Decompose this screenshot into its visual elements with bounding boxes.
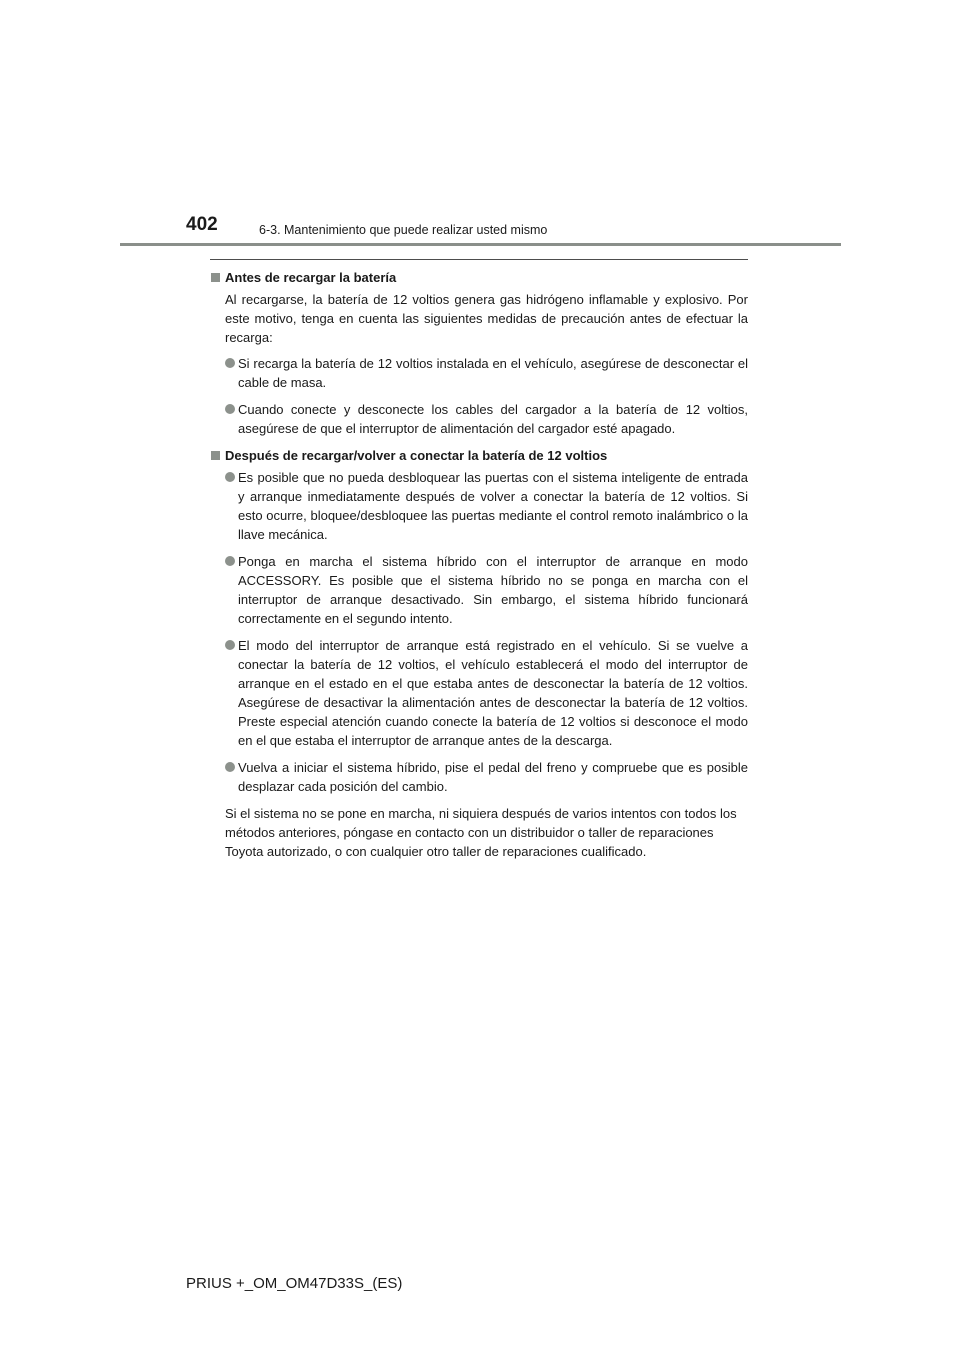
circle-bullet-icon	[225, 556, 235, 566]
document-code: PRIUS +_OM_OM47D33S_(ES)	[186, 1275, 403, 1292]
content-divider	[210, 259, 748, 260]
list-item	[210, 468, 748, 544]
list-item	[210, 400, 748, 438]
page-content	[210, 259, 748, 861]
page-number: 402	[186, 214, 218, 235]
section-heading-before-recharge	[210, 268, 748, 287]
list-item-text: Vuelva a iniciar el sistema híbrido, pise el pedal del freno y compruebe que es posible desplazar cada posición del cambio.	[238, 760, 748, 794]
circle-bullet-icon	[225, 404, 235, 414]
section-title: 6-3. Mantenimiento que puede realizar usted mismo	[259, 223, 548, 237]
list-item-text: Cuando conecte y desconecte los cables del cargador a la batería de 12 voltios, asegúrese de que el interruptor de alimentación del cargador esté apagado.	[238, 402, 748, 436]
list-item-text: Es posible que no pueda desbloquear las puertas con el sistema inteligente de entrada y arranque inmediatamente después de volver a conectar la batería de 12 voltios. Si esto ocurre, bloquee/desbloquee las puertas mediante el control remoto inalámbrico o la llave mecánica.	[238, 470, 748, 542]
section-heading-after-recharge	[210, 446, 748, 465]
list-item	[210, 758, 748, 796]
heading-text: Antes de recargar la batería	[225, 270, 397, 285]
list-item-text: Ponga en marcha el sistema híbrido con el interruptor de arranque en modo ACCESSORY. Es posible que el sistema híbrido no se ponga en marcha con el interruptor de arranque desactivado. Sin embargo, el sistema híbrido funcionará correctamente en el segundo intento.	[238, 554, 748, 626]
list-item	[210, 636, 748, 750]
list-item	[210, 552, 748, 628]
square-bullet-icon	[211, 273, 220, 282]
circle-bullet-icon	[225, 358, 235, 368]
header-divider	[120, 243, 841, 246]
heading-text: Después de recargar/volver a conectar la batería de 12 voltios	[225, 448, 608, 463]
closing-paragraph: Si el sistema no se pone en marcha, ni siquiera después de varios intentos con todos los métodos anteriores, póngase en contacto con un distribuidor o taller de reparaciones Toyota autorizado, o con cualquier otro taller de reparaciones cualificado.	[225, 806, 737, 859]
list-item-text: Si recarga la batería de 12 voltios instalada en el vehículo, asegúrese de desconectar el cable de masa.	[238, 356, 748, 390]
intro-paragraph: Al recargarse, la batería de 12 voltios genera gas hidrógeno inflamable y explosivo. Por este motivo, tenga en cuenta las siguientes medidas de precaución antes de efectuar la recarga:	[225, 292, 748, 345]
square-bullet-icon	[211, 451, 220, 460]
list-item	[210, 354, 748, 392]
circle-bullet-icon	[225, 472, 235, 482]
list-item-text: El modo del interruptor de arranque está registrado en el vehículo. Si se vuelve a conectar la batería de 12 voltios, el vehículo establecerá el modo del interruptor de arranque en el estado en el que estaba antes de desconectar la batería de 12 voltios. Asegúrese de desactivar la alimentación antes de desconectar la batería de 12 voltios. Preste especial atención cuando conecte la batería de 12 voltios si desconoce el modo en el que estaba el interruptor de arranque antes de la descarga.	[238, 638, 748, 748]
circle-bullet-icon	[225, 762, 235, 772]
circle-bullet-icon	[225, 640, 235, 650]
